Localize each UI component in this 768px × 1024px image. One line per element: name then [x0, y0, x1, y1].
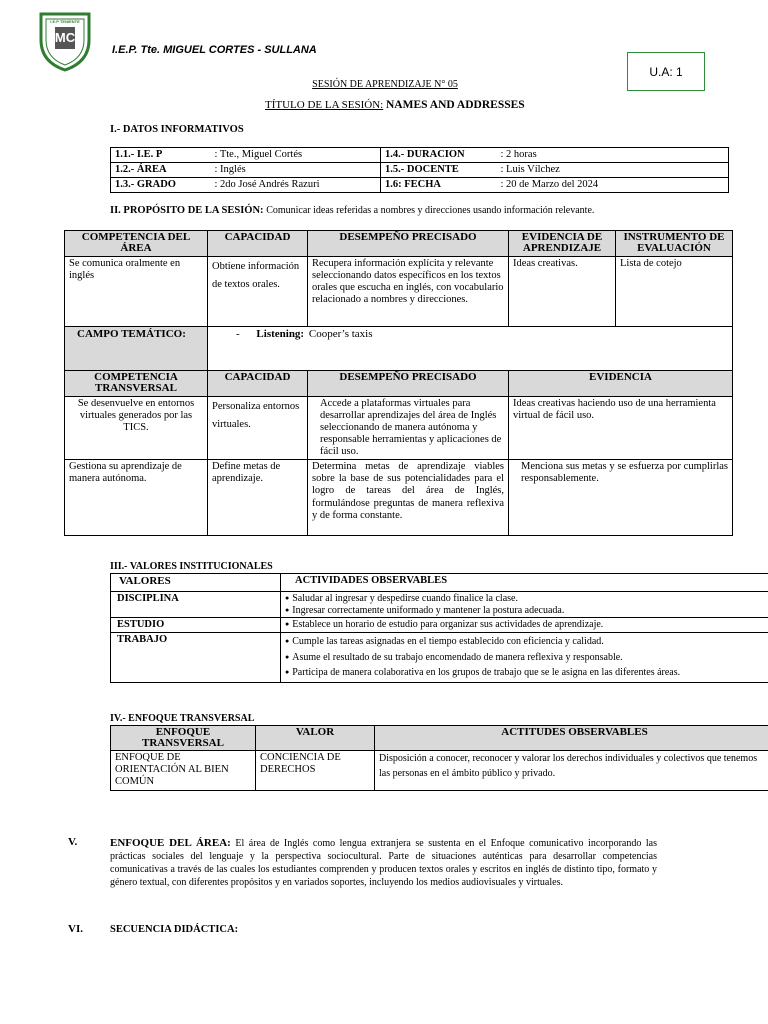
- column-header: COMPETENCIA TRANSVERSAL: [65, 371, 208, 397]
- actividades-cell: [281, 592, 768, 618]
- list-item: ● Establece un horario de estudio para organizar sus actividades de aprendizaje.: [285, 619, 768, 631]
- list-item: ● Cumple las tareas asignadas en el tiempo establecido con eficiencia y calidad.: [285, 634, 768, 650]
- column-header: INSTRUMENTO DE EVALUACIÓN: [616, 231, 733, 257]
- session-number: SESIÓN DE APRENDIZAJE N° 05: [312, 79, 458, 90]
- column-header: VALORES: [111, 574, 281, 592]
- table-row: [111, 751, 768, 791]
- ua-box: [627, 52, 705, 91]
- datos-value: : 20 de Marzo del 2024: [497, 178, 729, 193]
- school-name: I.E.P. Tte. MIGUEL CORTES - SULLANA: [112, 44, 317, 56]
- desempeno-cell: Recupera información explícita y relevante seleccionando datos específicos en los textos orales que escucha en inglés, con vocabulario relacionado a nombres y direcciones.: [308, 257, 509, 327]
- capacidad-cell: Define metas de aprendizaje.: [208, 460, 308, 536]
- campo-text: Cooper’s taxis: [308, 328, 373, 340]
- section-3-heading: III.- VALORES INSTITUCIONALES: [110, 561, 273, 572]
- section-5-label: ENFOQUE DEL ÁREA:: [110, 837, 231, 849]
- datos-key: 1.6: FECHA: [381, 178, 497, 193]
- actitudes-cell: Disposición a conocer, reconocer y valorar los derechos individuales y colectivos que tenemos las personas en el ámbito público y privado.: [375, 751, 768, 791]
- table-row: [111, 163, 729, 178]
- desempeno-cell: Accede a plataformas virtuales para desarrollar aprendizajes del área de Inglés seleccionando de manera autónoma y responsable herramientas y aplicaciones de fácil uso.: [308, 397, 509, 460]
- table-header-row: [111, 574, 768, 592]
- section-2-heading: [110, 205, 594, 216]
- datos-value: : 2do José Andrés Razuri: [211, 178, 381, 193]
- column-header: COMPETENCIA DEL ÁREA: [65, 231, 208, 257]
- session-title-label: TÍTULO DE LA SESIÓN:: [265, 99, 384, 111]
- desempeno-cell: Determina metas de aprendizaje viables sobre la base de sus potencialidades para el logro de tareas del área de Inglés, formulándose preguntas de manera reflexiva y de forma constante.: [308, 460, 509, 536]
- section-6-label: SECUENCIA DIDÁCTICA:: [110, 924, 239, 935]
- session-title-value: NAMES AND ADDRESSES: [386, 99, 525, 111]
- column-header: DESEMPEÑO PRECISADO: [308, 371, 509, 397]
- proposito-table: [64, 230, 733, 536]
- datos-value: : Inglés: [211, 163, 381, 178]
- column-header: CAPACIDAD: [208, 371, 308, 397]
- datos-key: 1.4.- DURACION: [381, 148, 497, 163]
- section-4-heading: IV.- ENFOQUE TRANSVERSAL: [110, 713, 255, 724]
- section-5-body: [110, 836, 657, 889]
- ua-label: U.A: 1: [649, 64, 683, 79]
- datos-key: 1.2.- ÁREA: [111, 163, 211, 178]
- column-header: VALOR: [256, 726, 375, 751]
- table-header-row: [111, 726, 768, 751]
- school-logo: [38, 10, 92, 72]
- section-2-label: II. PROPÓSITO DE LA SESIÓN:: [110, 205, 264, 216]
- campo-dash: -: [236, 328, 240, 340]
- competencia-cell: Se desenvuelve en entornos virtuales generados por las TICS.: [65, 397, 208, 460]
- table-row: [111, 148, 729, 163]
- table-row: [111, 592, 768, 618]
- capacidad-cell: Obtiene información de textos orales.: [208, 257, 308, 327]
- table-row: [65, 460, 733, 536]
- list-item: ● Participa de manera colaborativa en los grupos de trabajo que se le asigna en las diferentes áreas.: [285, 665, 768, 681]
- column-header: EVIDENCIA DE APRENDIZAJE: [509, 231, 616, 257]
- datos-key: 1.1.- I.E. P: [111, 148, 211, 163]
- section-1-heading: I.- DATOS INFORMATIVOS: [110, 124, 244, 135]
- instrumento-cell: Lista de cotejo: [616, 257, 733, 327]
- actividades-cell: [281, 618, 768, 633]
- competencia-cell: Se comunica oralmente en inglés: [65, 257, 208, 327]
- evidencia-cell: Menciona sus metas y se esfuerza por cumplirlas responsablemente.: [509, 460, 733, 536]
- campo-tematico-row: [65, 327, 733, 371]
- column-header: ENFOQUE TRANSVERSAL: [111, 726, 256, 751]
- column-header: DESEMPEÑO PRECISADO: [308, 231, 509, 257]
- session-title: [265, 99, 525, 111]
- enfoque-table: [110, 725, 768, 791]
- logo-initials: MC: [54, 30, 76, 45]
- valor-cell: DISCIPLINA: [111, 592, 281, 618]
- section-5-number: V.: [68, 836, 78, 848]
- datos-informativos-table: [110, 147, 729, 193]
- actividades-cell: [281, 633, 768, 683]
- table-row: [111, 633, 768, 683]
- valor-cell: TRABAJO: [111, 633, 281, 683]
- table-row: [111, 618, 768, 633]
- section-6-number: VI.: [68, 923, 83, 935]
- logo-top-text: I.E.P TENIENTE: [50, 19, 80, 24]
- column-header: CAPACIDAD: [208, 231, 308, 257]
- competencia-cell: Gestiona su aprendizaje de manera autónoma.: [65, 460, 208, 536]
- list-item: ● Saludar al ingresar y despedirse cuando finalice la clase.: [285, 593, 768, 605]
- table-header-row: [65, 231, 733, 257]
- enfoque-cell: ENFOQUE DE ORIENTACIÓN AL BIEN COMÚN: [111, 751, 256, 791]
- evidencia-cell: Ideas creativas haciendo uso de una herramienta virtual de fácil uso.: [509, 397, 733, 460]
- column-header: EVIDENCIA: [509, 371, 733, 397]
- valor-cell: ESTUDIO: [111, 618, 281, 633]
- table-row: [65, 257, 733, 327]
- campo-tematico-value: [208, 327, 733, 371]
- datos-key: 1.3.- GRADO: [111, 178, 211, 193]
- datos-value: : Luis Vílchez: [497, 163, 729, 178]
- valor-cell: CONCIENCIA DE DERECHOS: [256, 751, 375, 791]
- table-header-row: [65, 371, 733, 397]
- evidencia-cell: Ideas creativas.: [509, 257, 616, 327]
- valores-table: [110, 573, 768, 683]
- capacidad-cell: Personaliza entornos virtuales.: [208, 397, 308, 460]
- campo-bold: Listening:: [256, 328, 305, 340]
- column-header: ACTIVIDADES OBSERVABLES: [281, 574, 768, 592]
- table-row: [111, 178, 729, 193]
- section-5-text: El área de Inglés como lengua extranjera se sustenta en el Enfoque comunicativo incorporando las prácticas sociales del lenguaje y la perspectiva sociocultural. Parte de situaciones auténticas para desarrollar competencias comunicativas a través de las cuales los estudiantes comprenden y producen textos orales y escritos en inglés de distinto tipo, formato y género textual, con diferentes propósitos y en variados soportes, incluyendo los medios audiovisuales y virtuales.: [110, 838, 658, 889]
- list-item: ● Asume el resultado de su trabajo encomendado de manera reflexiva y responsable.: [285, 650, 768, 666]
- list-item: ● Ingresar correctamente uniformado y mantener la postura adecuada.: [285, 605, 768, 617]
- column-header: ACTITUDES OBSERVABLES: [375, 726, 768, 751]
- campo-tematico-label: CAMPO TEMÁTICO:: [65, 327, 208, 371]
- datos-value: : 2 horas: [497, 148, 729, 163]
- datos-key: 1.5.- DOCENTE: [381, 163, 497, 178]
- table-row: [65, 397, 733, 460]
- section-2-purpose: Comunicar ideas referidas a nombres y direcciones usando información relevante.: [266, 205, 595, 216]
- datos-value: : Tte., Miguel Cortés: [211, 148, 381, 163]
